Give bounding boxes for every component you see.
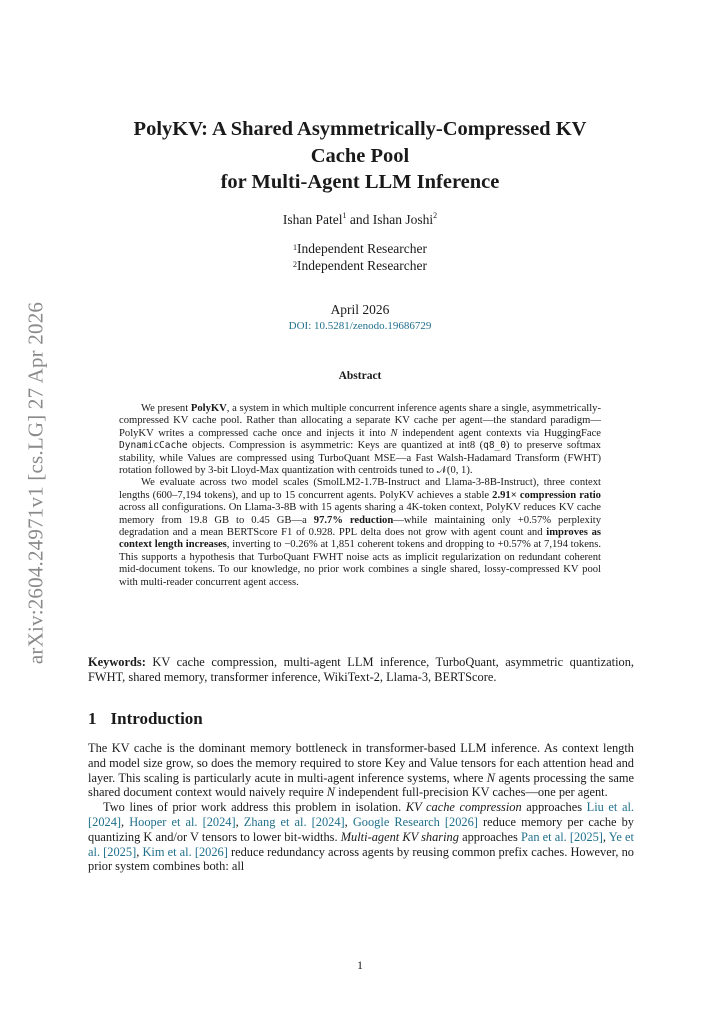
arxiv-id: arXiv:2604.24971v1 [cs.LG] 27 Apr 2026 — [23, 301, 48, 665]
intro-text: agents processing the same shared document context would naively require — [88, 770, 634, 800]
affiliation-2-text: Independent Researcher — [296, 258, 428, 273]
abstract-paragraph-2 — [119, 477, 601, 589]
affiliation-1-text: Independent Researcher — [296, 241, 428, 256]
abstract-text: independent agent contexts via HuggingFace — [397, 427, 602, 439]
title-line-1: PolyKV: A Shared Asymmetrically-Compressed KV — [133, 118, 587, 140]
intro-paragraph-1 — [88, 741, 634, 800]
abstract-text: across all configurations. On Llama-3-8B with 15 agents sharing a 4K-token context, PolyKV reduces KV cache memory from 19.8 GB to 0.45 GB—a — [119, 502, 601, 526]
author-line — [80, 212, 640, 228]
intro-text: , — [121, 814, 130, 829]
intro-text: reduce redundancy across agents by reusing common prefix caches. However, no prior system combines both: all — [88, 844, 634, 874]
keywords-label: Keywords: — [88, 655, 146, 669]
abstract-text: We evaluate across two model scales (SmolLM2-1.7B-Instruct and Llama-3-8B-Instruct), three context lengths (600–7,194 tokens), and up to 15 concurrent agents. PolyKV achieves a stable — [119, 477, 601, 501]
intro-body — [88, 741, 634, 874]
abstract-bold-polykv: PolyKV — [190, 403, 227, 414]
intro-text: reduce memory per cache by quantizing K and/or V tensors to lower bit-widths. — [88, 814, 634, 844]
intro-text: , — [136, 844, 143, 859]
intro-paragraph-2 — [88, 800, 634, 874]
intro-text: approaches — [458, 829, 521, 844]
citation-link[interactable]: Google Research [2026] — [352, 814, 478, 829]
intro-text: Two lines of prior work address this problem in isolation. — [103, 800, 406, 815]
abstract-paragraph-1 — [119, 403, 601, 477]
paper-title — [80, 116, 640, 196]
affiliation-1-sup: 1 — [292, 243, 297, 252]
abstract-text: —while maintaining only +0.57% perplexity degradation and a mean BERTScore F1 of 0.928. PPL delta does not grow with agent count and — [119, 514, 602, 539]
arxiv-sidebar-stamp — [18, 298, 54, 668]
abstract-bold-ratio: 2.91× compression ratio — [492, 489, 601, 501]
author-2-sup: 2 — [433, 211, 438, 220]
intro-text: , — [235, 814, 244, 829]
intro-math-n: N — [486, 770, 496, 785]
abstract-bold-reduction: 97.7% reduction — [313, 514, 394, 526]
affiliation-1 — [80, 240, 640, 257]
citation-link[interactable]: Zhang et al. [2024] — [243, 814, 345, 829]
abstract-text: objects. Compression is asymmetric: Keys are quantized at int8 ( — [187, 440, 484, 452]
intro-text: independent full-precision KV caches—one per agent. — [335, 785, 608, 800]
citation-link[interactable]: Ye et al. [2025] — [88, 829, 634, 859]
citation-link[interactable]: Liu et al. [2024] — [88, 800, 634, 829]
citation-link[interactable]: Pan et al. [2025] — [520, 829, 603, 844]
intro-text: approaches — [521, 800, 587, 815]
section-heading — [88, 709, 203, 729]
citation-link[interactable]: Kim et al. [2026] — [142, 844, 228, 859]
intro-emph: KV cache compression — [405, 800, 522, 815]
author-and: and — [346, 212, 373, 227]
abstract-text: . — [469, 465, 473, 477]
author-1-sup: 1 — [342, 211, 347, 220]
author-2: Ishan Joshi — [372, 212, 434, 227]
author-1: Ishan Patel — [282, 212, 343, 227]
section-title: Introduction — [110, 709, 203, 728]
abstract-body — [119, 403, 601, 589]
abstract-math-normal: 𝒩(0, 1) — [436, 465, 470, 477]
publication-date: April 2026 — [330, 302, 390, 317]
section-number: 1 — [88, 709, 97, 728]
page-number: 1 — [357, 958, 363, 972]
abstract-heading: Abstract — [338, 370, 382, 382]
doi-link[interactable]: DOI: 10.5281/zenodo.19686729 — [288, 320, 432, 332]
intro-emph: Multi-agent KV sharing — [340, 829, 459, 844]
affiliation-2 — [80, 257, 640, 274]
keywords — [88, 655, 634, 685]
abstract-text: , a system in which multiple concurrent inference agents share a single, asymmetrically-compressed KV cache pool. Rather than allocating a separate KV cache per agent—the standard paradigm—PolyKV writes a compressed cache once and injects it into — [119, 403, 601, 439]
intro-text: , — [602, 829, 609, 844]
title-line-3: for Multi-Agent LLM Inference — [220, 171, 500, 193]
abstract-math-n: N — [390, 427, 398, 439]
abstract-text: We present — [141, 403, 191, 414]
affiliations — [80, 240, 640, 274]
abstract-text: ) to preserve softmax stability, while Values are compressed using TurboQuant MSE—a Fast Walsh-Hadamard Transform (FWHT) rotation followed by 3-bit Lloyd-Max quantization with centroids tuned to — [119, 440, 601, 477]
abstract-bold-context: improves as context length increases — [119, 527, 601, 551]
intro-text: , — [344, 814, 353, 829]
intro-text: The KV cache is the dominant memory bottleneck in transformer-based LLM inference. As context length and model size grow, so does the memory required to store Key and Value tensors for each attention head and layer. This scaling is particularly acute in multi-agent inference systems, where — [88, 741, 634, 785]
keywords-text: KV cache compression, multi-agent LLM inference, TurboQuant, asymmetric quantization, FWHT, shared memory, transformer inference, WikiText-2, Llama-3, BERTScore. — [88, 655, 634, 684]
abstract-text: , inverting to −0.26% at 1,851 coherent tokens and dropping to +0.57% at 7,194 tokens. This supports a hypothesis that TurboQuant FWHT noise acts as implicit regularization on redundant coherent mid-document tokens. To our knowledge, no prior work combines a single shared, lossy-compressed KV pool with multi-reader concurrent agent access. — [119, 539, 601, 588]
abstract-code-q8: q8_0 — [483, 440, 507, 452]
title-line-2: Cache Pool — [310, 144, 410, 167]
citation-link[interactable]: Hooper et al. [2024] — [129, 814, 236, 829]
abstract-code-dynamiccache: DynamicCache — [119, 440, 188, 452]
intro-math-n: N — [326, 785, 336, 800]
affiliation-2-sup: 2 — [292, 260, 297, 269]
